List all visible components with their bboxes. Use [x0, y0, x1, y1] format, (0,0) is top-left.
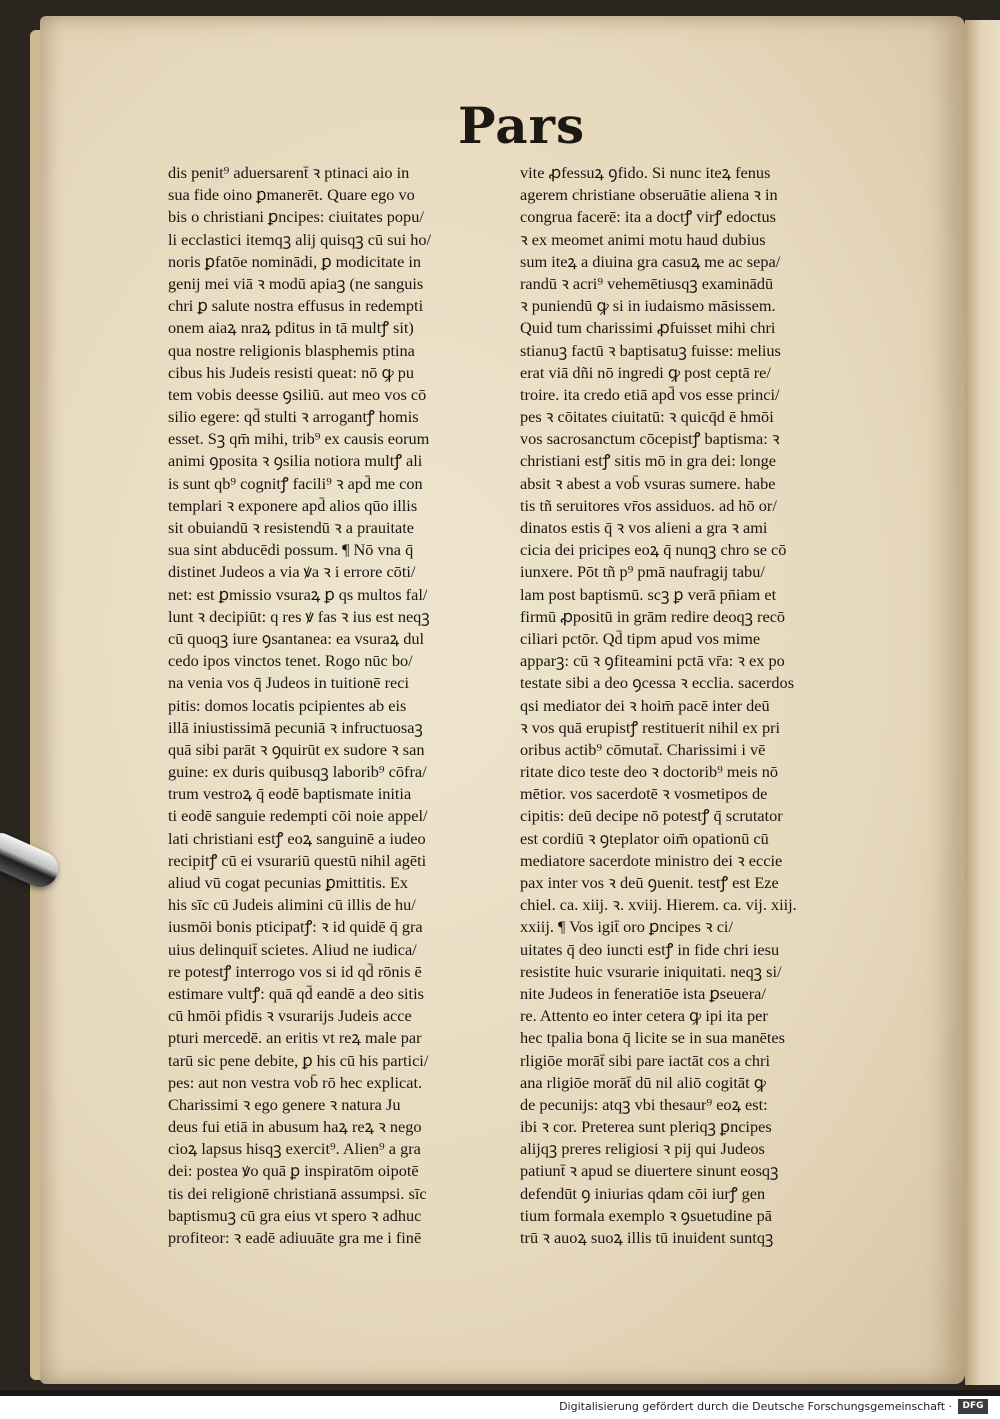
text-line: pes ꝛ cōitates ciuitatū: ꝛ quicq̄d ē hmōi	[520, 407, 774, 427]
text-line: cū quoqꝫ iure ꝯsantanea: ea vsuraꝝ dul	[168, 628, 425, 648]
text-line: christiani estꝭ sitis mō in gra dei: longe	[520, 451, 776, 471]
text-line: illā iniustissimā pecuniā ꝛ infructuosaꝫ	[168, 717, 423, 737]
text-line: deus fui etiā in abusum haꝝ reꝝ ꝛ nego	[168, 1117, 422, 1137]
text-line: recipitꝭ cū ei vsurariū questū nihil agēti	[168, 850, 427, 870]
text-line: mētior. vos sacerdotē ꝛ vosmetipos de	[520, 784, 768, 804]
text-line: is sunt qb⁹ cognitꝭ facili⁹ ꝛ apd̄ me con	[168, 473, 423, 493]
text-line: distinet Judeos a via ꝟa ꝛ i errore cōti/	[168, 562, 416, 582]
text-line: dinatos estis q̄ ꝛ vos alieni a gra ꝛ ami	[520, 518, 768, 537]
text-line: cicia dei pricipes eoꝝ q̄ nunqꝫ chro se cō	[520, 540, 787, 560]
text-line: templari ꝛ exponere apd̄ alios qūo illis	[168, 495, 418, 515]
text-line: trum vestroꝝ q̄ eodē baptismate initia	[168, 784, 412, 804]
text-line: testate sibi a deo ꝯcessa ꝛ ecclia. sacerdos	[520, 673, 795, 693]
text-line: nite Judeos in feneratiōe ista ꝑseuera/	[520, 983, 766, 1003]
text-line: cioꝝ lapsus hisqꝫ exercit⁹. Alien⁹ a gra	[168, 1139, 421, 1159]
text-line: lam post baptismū. scꝫ ꝑ verā pn̄iam et	[520, 584, 777, 604]
text-line: li ecclastici itemqꝫ alij quisqꝫ cū sui ho/	[168, 229, 432, 249]
text-line: re. Attento eo inter cetera ꝙ ipi ita per	[520, 1006, 768, 1026]
text-line: randū ꝛ acri⁹ vehemētiusqꝫ examinādū	[520, 273, 774, 293]
text-line: dei: postea ꝟo quā ꝑ inspiratōm oipotē	[168, 1161, 419, 1181]
text-line: onem aiaꝝ nraꝝ pditus in tā multꝭ sit)	[168, 318, 414, 338]
text-line: resistite huic vsurarie iniquitati. neqꝫ si/	[520, 961, 782, 981]
text-line: Charissimi ꝛ ego genere ꝛ natura Ju	[168, 1094, 401, 1114]
text-line: esset. Sꝫ qm̄ mihi, trib⁹ ex causis eorum	[168, 429, 430, 449]
text-line: apparꝫ: cū ꝛ ꝯfiteamini pctā vr̄a: ꝛ ex po	[520, 651, 785, 671]
text-line: trū ꝛ auoꝝ suoꝝ illis tū inuident suntqꝫ	[520, 1228, 774, 1247]
text-line: re potestꝭ interrogo vos si id qd̄ rōnis ē	[168, 961, 422, 981]
text-line: est cordiū ꝛ ꝯteplator oim̄ opationū cū	[520, 828, 769, 848]
text-line: Quid tum charissimi ꝓfuisset mihi chri	[520, 318, 776, 338]
dfg-logo: DFG	[958, 1399, 988, 1414]
text-line: qsi mediator dei ꝛ hoim̄ pacē inter deū	[520, 695, 770, 715]
text-line: chiel. ca. xiij. ꝛ. xviij. Hierem. ca. vij. xiij.	[520, 895, 797, 915]
text-line: ana rligiōe morāt̄ dū nil aliō cogitāt ꝙ	[520, 1072, 766, 1092]
text-line: ti eodē sanguie redempti cōi noie appel/	[168, 806, 428, 826]
text-line: uitates q̄ deo iuncti estꝭ in fide chri iesu	[520, 939, 780, 959]
text-line: defendūt ꝯ iniurias qdam cōi iurꝭ gen	[520, 1183, 766, 1203]
text-line: pes: aut non vestra vob̄ rō hec explicat.	[168, 1072, 423, 1092]
text-line: ritate dico teste deo ꝛ doctorib⁹ meis nō	[520, 762, 778, 782]
facing-page-edge	[965, 20, 1000, 1385]
text-line: lunt ꝛ decipiūt: q res ꝟ fas ꝛ ius est neqꝫ	[168, 606, 430, 626]
text-line: troire. ita credo etiā apd̄ vos esse princi/	[520, 384, 780, 404]
text-line: pitis: domos locatis pcipientes ab eis	[168, 695, 407, 715]
running-head: Pars	[458, 96, 586, 155]
text-line: sua fide oino ꝑmanerēt. Quare ego vo	[168, 185, 415, 205]
text-line: hec tpalia bona q̄ licite se in sua manētes	[520, 1028, 785, 1048]
text-line: sum iteꝝ a diuina gra casuꝝ me ac sepa/	[520, 251, 781, 271]
text-line: noris ꝑfatōe nominādi, ꝑ modicitate in	[168, 251, 422, 271]
text-line: rligiōe morāt̄ sibi pare iactāt cos a chri	[520, 1050, 770, 1070]
text-line: ibi ꝛ cor. Preterea sunt pleriqꝫ ꝑncipes	[520, 1117, 772, 1137]
text-line: mediatore sacerdote ministro dei ꝛ eccie	[520, 850, 783, 870]
text-line: iusmōi bonis pticipatꝭ: ꝛ id quidē q̄ gra	[168, 917, 423, 937]
text-line: na venia vos q̄ Judeos in tuitionē reci	[168, 673, 409, 693]
text-line: quā sibi parāt ꝛ ꝯquirūt ex sudore ꝛ san	[168, 739, 425, 759]
text-line: bis o christiani ꝑncipes: ciuitates popu/	[168, 207, 424, 227]
text-line: pax inter vos ꝛ deū ꝯuenit. testꝭ est Eze	[520, 873, 779, 892]
text-line: erat viā dñi nō ingredi ꝙ post ceptā re/	[520, 362, 771, 382]
text-line: ꝛ ex meomet animi motu haud dubius	[520, 229, 766, 249]
text-line: stianuꝫ factū ꝛ baptisatuꝫ fuisse: melius	[520, 340, 781, 360]
text-line: cibus his Judeis resisti queat: nō ꝙ pu	[168, 362, 415, 382]
text-line: oribus actib⁹ cōmutat̄. Charissimi i vē	[520, 739, 766, 759]
text-line: his sīc cū Judeis alimini cū illis de hu/	[168, 895, 416, 915]
text-line: pturi mercedē. an eritis vt reꝝ male par	[168, 1028, 422, 1048]
text-line: de pecunijs: atqꝫ vbi thesaur⁹ eoꝝ est:	[520, 1094, 768, 1114]
text-line: ciliari pctōr. Qd̄ tipm apud vos mime	[520, 628, 761, 648]
text-line: uius delinquit̄ scietes. Aliud ne iudica/	[168, 939, 417, 959]
text-line: animi ꝯposita ꝛ ꝯsilia notiora multꝭ ali	[168, 451, 423, 471]
text-line: tis dei religionē christianā assumpsi. sīc	[168, 1183, 427, 1203]
text-line: lati christiani estꝭ eoꝝ sanguinē a iudeo	[168, 828, 426, 848]
text-line: chri ꝑ salute nostra effusus in redempti	[168, 296, 424, 316]
text-line: ꝛ vos quā erupistꝭ restituerit nihil ex pri	[520, 717, 781, 737]
text-line: cedo ipos vinctos tenet. Rogo nūc bo/	[168, 651, 413, 671]
text-line: sit obuiandū ꝛ resistendū ꝛ a prauitate	[168, 518, 415, 537]
text-line: tium formala exemplo ꝛ ꝯsuetudine pā	[520, 1205, 772, 1225]
text-line: absit ꝛ abest a vob̄ vsuras sumere. habe	[520, 473, 776, 493]
text-line: net: est ꝑmissio vsuraꝝ ꝑ qs multos fal/	[168, 584, 428, 604]
text-line: estimare vultꝭ: quā qd̄ eandē a deo sitis	[168, 983, 424, 1003]
text-line: genij mei viā ꝛ modū apiaꝫ (ne sanguis	[168, 273, 424, 293]
text-line: iunxere. Pōt tñ p⁹ pmā naufragij tabu/	[520, 562, 765, 582]
text-line: cipitis: deū decipe nō potestꝭ q̄ scrutator	[520, 806, 783, 826]
text-line: aliud vū cogat pecunias ꝑmittitis. Ex	[168, 873, 409, 892]
text-line: xxiij. ¶ Vos igit̄ oro ꝑncipes ꝛ ci/	[520, 917, 733, 937]
footer-bar	[0, 1396, 1000, 1419]
text-line: tis tñ seruitores vr̄os assiduos. ad hō or/	[520, 495, 777, 515]
left-text-column	[168, 162, 516, 1249]
text-line: qua nostre religionis blasphemis ptina	[168, 340, 415, 360]
text-line: sua sint abducēdi possum. ¶ Nō vna q̄	[168, 540, 414, 560]
text-line: tem vobis deesse ꝯsiliū. aut meo vos cō	[168, 384, 427, 404]
text-line: vite ꝓfessuꝝ ꝯfido. Si nunc iteꝝ fenus	[520, 163, 771, 182]
text-line: alijqꝫ preres religiosi ꝛ pij qui Judeos	[520, 1139, 765, 1159]
text-line: tarū sic pene debite, ꝑ his cū his partici/	[168, 1050, 429, 1070]
text-line: dis penit⁹ aduersarent̄ ꝛ ptinaci aio in	[168, 163, 410, 182]
text-line: congrua facerē: ita a doctꝭ virꝭ edoctus	[520, 207, 776, 227]
text-line: patiunt̄ ꝛ apud se diuertere sinunt eosqꝫ	[520, 1161, 779, 1181]
footer-credit: Digitalisierung gefördert durch die Deutsche Forschungsgemeinschaft ·	[559, 1400, 952, 1413]
text-line: profiteor: ꝛ eadē adiuuāte gra me i finē	[168, 1228, 422, 1247]
text-line: silio egere: qd̄ stulti ꝛ arrogantꝭ homis	[168, 407, 419, 427]
text-line: ꝛ puniendū ꝙ si in iudaismo māsissem.	[520, 296, 776, 316]
text-line: guine: ex duris quibusqꝫ laborib⁹ cōfra/	[168, 762, 427, 782]
right-text-column	[520, 162, 868, 1249]
text-line: firmū ꝓpositū in grām redire deoqꝫ recō	[520, 606, 786, 626]
text-line: cū hmōi pfidis ꝛ vsurarijs Judeis acce	[168, 1006, 412, 1026]
text-line: agerem christiane obseruātie aliena ꝛ in	[520, 185, 778, 205]
text-line: vos sacrosanctum cōcepistꝭ baptisma: ꝛ	[520, 429, 780, 449]
text-line: baptismuꝫ cū gra eius vt spero ꝛ adhuc	[168, 1205, 422, 1225]
